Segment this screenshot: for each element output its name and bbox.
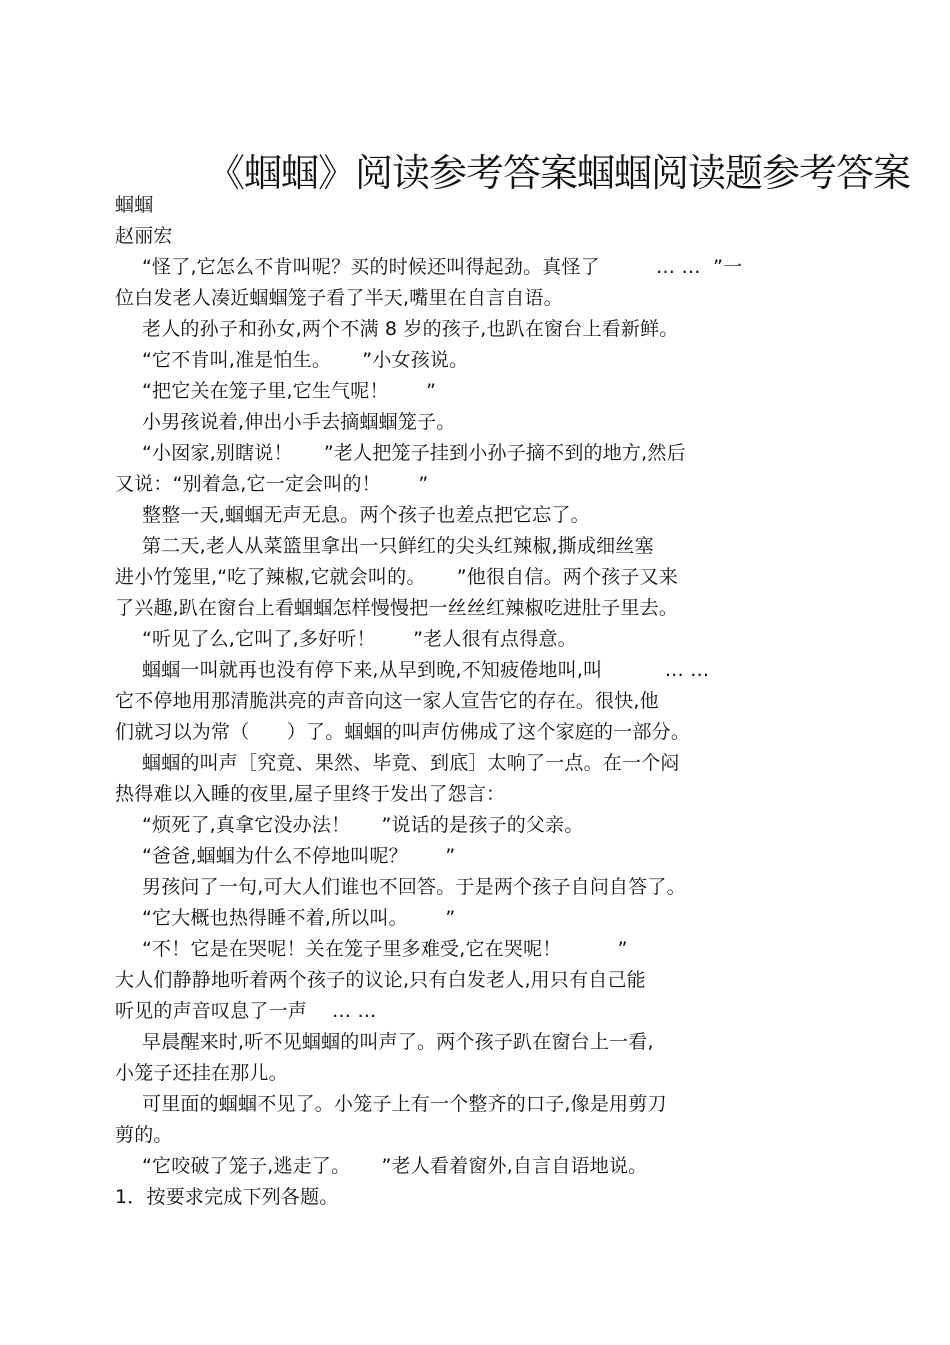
- article-body: [115, 190, 815, 1213]
- text-line: 小男孩说着,伸出小手去摘蝈蝈笼子。: [142, 411, 456, 433]
- text-line: “它不肯叫,准是怕生。 ”小女孩说。: [142, 349, 469, 371]
- text-line: 了兴趣,趴在窗台上看蝈蝈怎样慢慢把一丝丝红辣椒吃进肚子里去。: [115, 597, 679, 619]
- text-line: “它大概也热得睡不着,所以叫。 ”: [142, 907, 456, 929]
- text-line: 们就习以为常（ ）了。蝈蝈的叫声仿佛成了这个家庭的一部分。: [115, 721, 691, 743]
- text-line: 蝈蝈: [115, 194, 154, 216]
- text-line: 进小竹笼里,“吃了辣椒,它就会叫的。 ”他很自信。两个孩子又来: [115, 566, 678, 588]
- text-line: 老人的孙子和孙女,两个不满 8 岁的孩子,也趴在窗台上看新鲜。: [142, 318, 679, 340]
- text-line: 整整一天,蝈蝈无声无息。两个孩子也差点把它忘了。: [142, 504, 590, 526]
- text-line: 剪的。: [115, 1124, 173, 1146]
- text-line: 热得难以入睡的夜里,屋子里终于发出了怨言：: [115, 783, 506, 805]
- text-line: “听见了么,它叫了,多好听！ ”老人很有点得意。: [142, 628, 577, 650]
- text-line: 可里面的蝈蝈不见了。小笼子上有一个整齐的口子,像是用剪刀: [142, 1093, 667, 1115]
- text-line: “不！它是在哭呢！关在笼子里多难受,它在哭呢！ ”: [142, 938, 628, 960]
- text-line: 大人们静静地听着两个孩子的议论,只有白发老人,用只有自己能: [115, 969, 646, 991]
- text-line: 1．按要求完成下列各题。: [115, 1186, 339, 1208]
- text-line: “把它关在笼子里,它生气呢！ ”: [142, 380, 437, 402]
- text-line: 又说：“别着急,它一定会叫的！ ”: [115, 473, 429, 495]
- text-line: 位白发老人凑近蝈蝈笼子看了半天,嘴里在自言自语。: [115, 287, 563, 309]
- text-line: 它不停地用那清脆洪亮的声音向这一家人宣告它的存在。很快,他: [115, 690, 659, 712]
- text-line: “烦死了,真拿它没办法！ ”说话的是孩子的父亲。: [142, 814, 584, 836]
- text-line: “爸爸,蝈蝈为什么不停地叫呢？ ”: [142, 845, 456, 867]
- text-line: 小笼子还挂在那儿。: [115, 1062, 288, 1084]
- text-line: 蝈蝈的叫声［究竟、果然、毕竟、到底］太响了一点。在一个闷: [142, 752, 680, 774]
- text-line: “小囡家,别瞎说！ ”老人把笼子挂到小孙子摘不到的地方,然后: [142, 442, 686, 464]
- text-line: 蝈蝈一叫就再也没有停下来,从早到晚,不知疲倦地叫,叫 … …: [142, 659, 710, 681]
- text-line: “它咬破了笼子,逃走了。 ”老人看着窗外,自言自语地说。: [142, 1155, 648, 1177]
- text-line: 赵丽宏: [115, 225, 173, 247]
- text-line: 听见的声音叹息了一声 … …: [115, 1000, 377, 1022]
- document-title: 《蝈蝈》阅读参考答案蝈蝈阅读题参考答案: [206, 151, 910, 196]
- text-line: 男孩问了一句,可大人们谁也不回答。于是两个孩子自问自答了。: [142, 876, 686, 898]
- text-line: “怪了,它怎么不肯叫呢？买的时候还叫得起劲。真怪了 … … ”一: [142, 256, 743, 278]
- text-line: 第二天,老人从菜篮里拿出一只鲜红的尖头红辣椒,撕成细丝塞: [142, 535, 654, 557]
- text-line: 早晨醒来时,听不见蝈蝈的叫声了。两个孩子趴在窗台上一看,: [142, 1031, 654, 1053]
